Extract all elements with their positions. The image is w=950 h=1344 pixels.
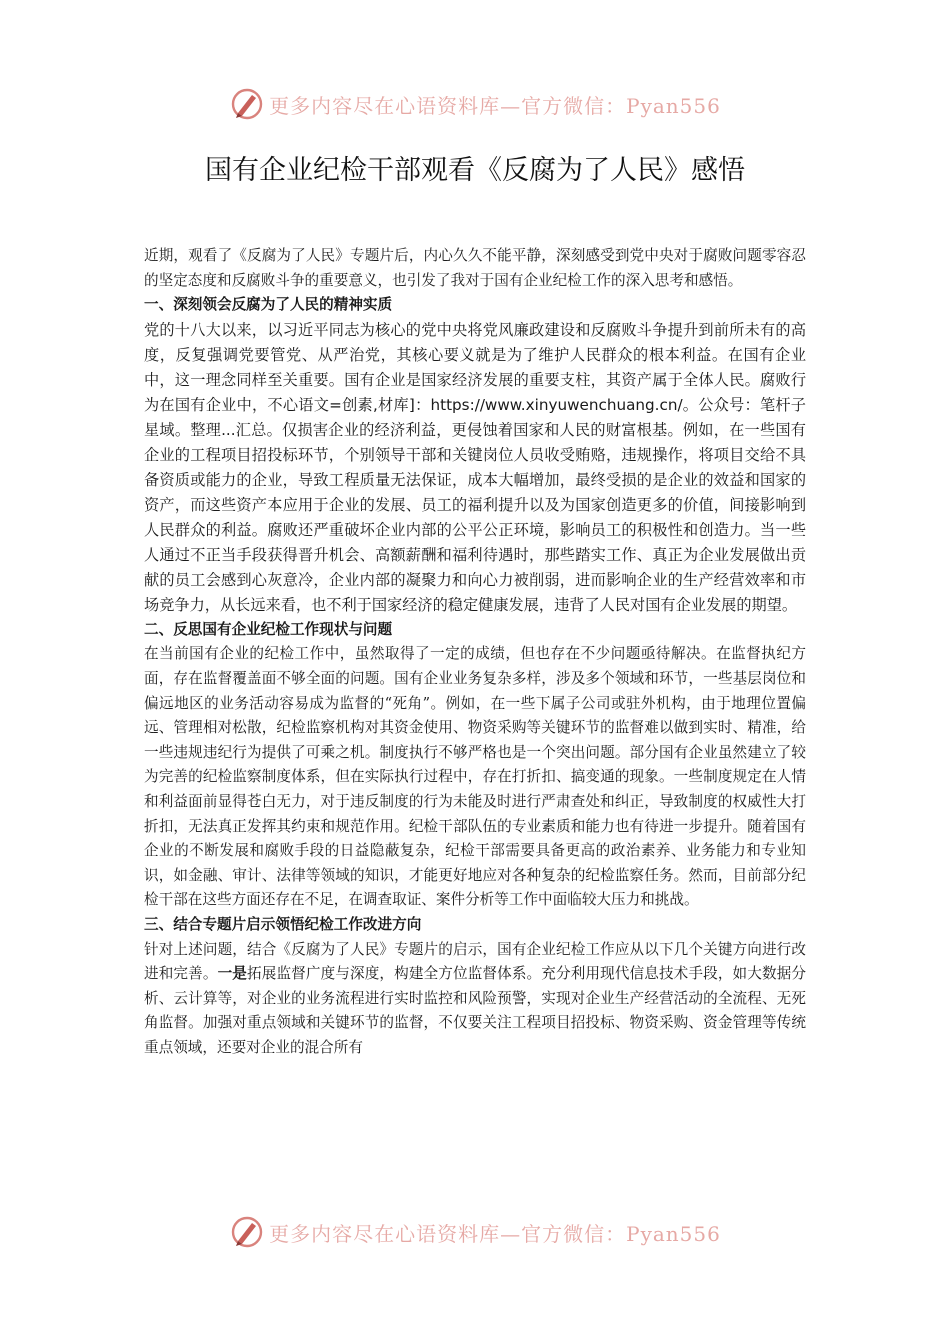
section-3-text-rest: 拓展监督广度与深度，构建全方位监督体系。充分利用现代信息技术手段，如大数据分析、云计算等，对企业的业务流程进行实时监控和风险预警，实现对企业生产经营活动的全流程、无死角监督。加强对重点领域和关键环节的监督，不仅要关注工程项目招投标、物资采购、资金管理等传统重点领域，还要对企业的混合所有: [144, 965, 806, 1056]
intro-paragraph: 近期，观看了《反腐为了人民》专题片后，内心久久不能平静，深刻感受到党中央对于腐败问题零容忍的坚定态度和反腐败斗争的重要意义，也引发了我对于国有企业纪检工作的深入思考和感悟。: [144, 247, 806, 289]
pen-circle-logo-icon: [229, 1214, 265, 1250]
section-2-paragraph: 在当前国有企业的纪检工作中，虽然取得了一定的成绩，但也存在不少问题亟待解决。在监督执纪方面，存在监督覆盖面不够全面的问题。国有企业业务复杂多样，涉及多个领域和环节，一些基层岗位和偏远地区的业务活动容易成为监督的“死角”。例如，在一些下属子公司或驻外机构，由于地理位置偏远、管理相对松散，纪检监察机构对其资金使用、物资采购等关键环节的监督难以做到实时、精准，给一些违规违纪行为提供了可乘之机。制度执行不够严格也是一个突出问题。部分国有企业虽然建立了较为完善的纪检监察制度体系，但在实际执行过程中，存在打折扣、搞变通的现象。一些制度规定在人情和利益面前显得苍白无力，对于违反制度的行为未能及时进行严肃查处和纠正，导致制度的权威性大打折扣，无法真正发挥其约束和规范作用。纪检干部队伍的专业素质和能力也有待进一步提升。随着国有企业的不断发展和腐败手段的日益隐蔽复杂，纪检干部需要具备更高的政治素养、业务能力和专业知识，如金融、审计、法律等领域的知识，才能更好地应对各种复杂的纪检监察任务。然而，目前部分纪检干部在这些方面还存在不足，在调查取证、案件分析等工作中面临较大压力和挑战。: [144, 645, 806, 909]
article-body: [144, 244, 806, 1060]
banner-text: 更多内容尽在心语资料库—官方微信：Pyan556: [269, 93, 721, 118]
section-heading-3: 三、结合专题片启示领悟纪检工作改进方向: [144, 915, 422, 933]
section-1-paragraph: 党的十八大以来，以习近平同志为核心的党中央将党风廉政建设和反腐败斗争提升到前所未有的高度，反复强调党要管党、从严治党，其核心要义就是为了维护人民群众的根本利益。在国有企业中，这一理念同样至关重要。国有企业是国家经济发展的重要支柱，其资产属于全体人民。腐败行为在国有企业中，不心语文=创素,材库]：https://www.xinyuwenchuang.cn/。公众号：笔杆子星域。整理...汇总。仅损害企业的经济利益，更侵蚀着国家和人民的财富根基。例如，在一些国有企业的工程项目招投标环节，个别领导干部和关键岗位人员收受贿赂，违规操作，将项目交给不具备资质或能力的企业，导致工程质量无法保证，成本大幅增加，最终受损的是企业的效益和国家的资产，而这些资产本应用于企业的发展、员工的福利提升以及为国家创造更多的价值，间接影响到人民群众的利益。腐败还严重破坏企业内部的公平公正环境，影响员工的积极性和创造力。当一些人通过不正当手段获得晋升机会、高额薪酬和福利待遇时，那些踏实工作、真正为企业发展做出贡献的员工会感到心灰意冷，企业内部的凝聚力和向心力被削弱，进而影响企业的生产经营效率和市场竞争力，从长远来看，也不利于国家经济的稳定健康发展，违背了人民对国有企业发展的期望。: [144, 320, 806, 614]
section-heading-2: 二、反思国有企业纪检工作现状与问题: [144, 620, 393, 638]
header-banner: [0, 84, 950, 124]
section-3-emphasis: 一是: [217, 965, 248, 983]
footer-banner: [0, 1212, 950, 1252]
section-heading-1: 一、深刻领会反腐为了人民的精神实质: [144, 296, 393, 314]
banner-text: 更多内容尽在心语资料库—官方微信：Pyan556: [269, 1221, 721, 1246]
section-3-text-start: 针对上述问题，结合《反腐为了人民》专题片的启示，国有企业纪检工作应从以下几个关键方向进行改进和完善。: [144, 940, 806, 983]
pen-circle-logo-icon: [229, 86, 265, 122]
page-title: 国有企业纪检干部观看《反腐为了人民》感悟: [205, 155, 745, 186]
section-3-paragraph: [144, 938, 806, 1061]
